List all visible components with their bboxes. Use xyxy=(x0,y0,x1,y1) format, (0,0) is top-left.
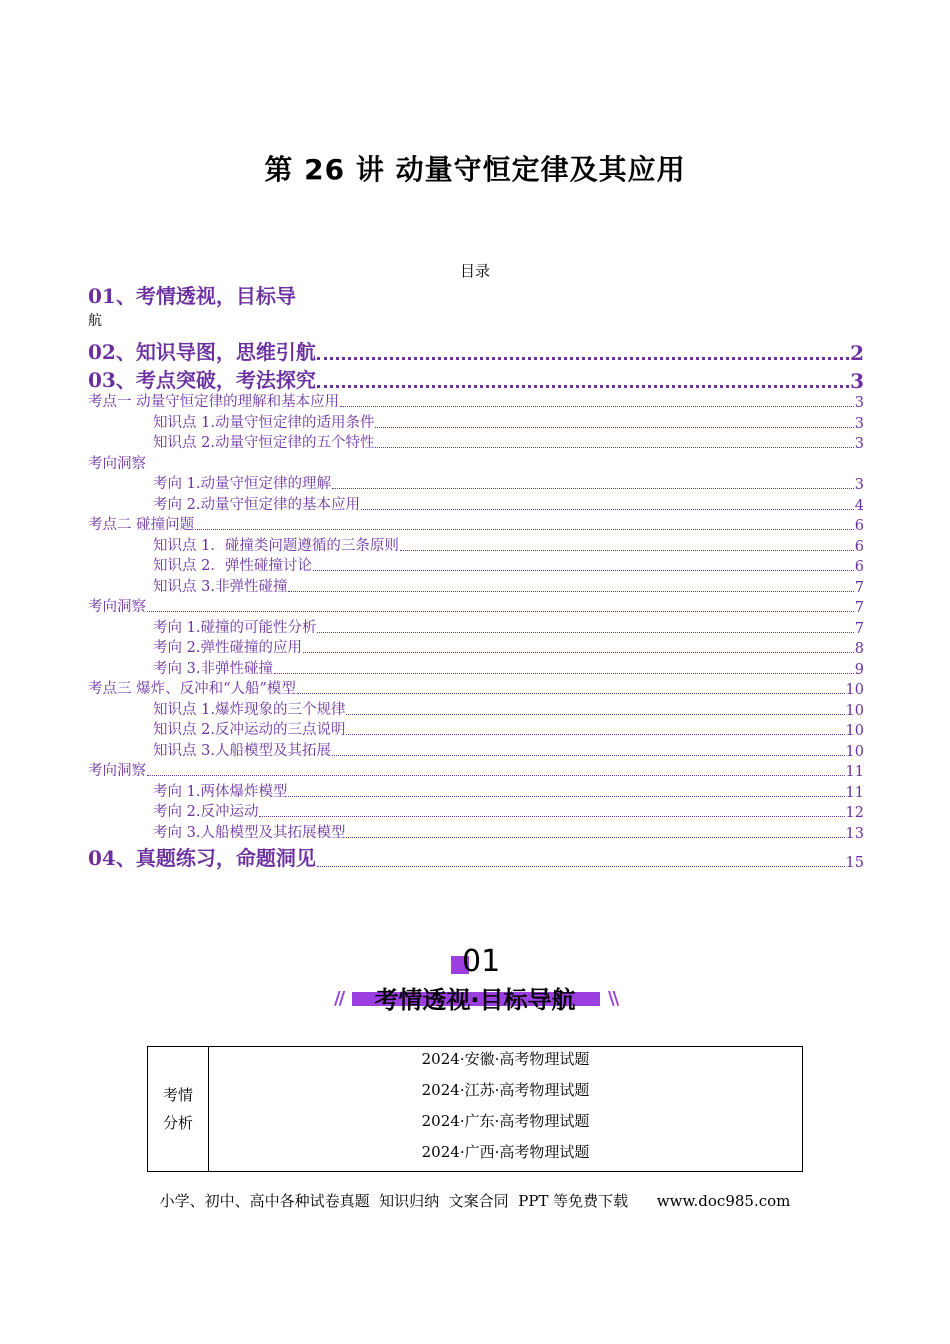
toc-leader-dots xyxy=(317,357,849,360)
toc-entry-label: 知识点 2.反冲运动的三点说明 xyxy=(153,722,346,738)
toc-entry-page: 7 xyxy=(854,620,864,637)
toc-entry-label: 考向洞察 xyxy=(88,599,146,615)
toc-entry-label: 02、知识导图，思维引航 xyxy=(88,340,316,364)
toc-entry-page: 6 xyxy=(854,559,864,575)
exam-analysis-table xyxy=(147,1046,803,1172)
toc-entry-label: 考向 3.人船模型及其拓展模型 xyxy=(153,824,346,841)
toc-entry[interactable] xyxy=(88,677,864,698)
section-banner xyxy=(330,940,620,1015)
list-item: 2024·广西·高考物理试题 xyxy=(421,1143,590,1161)
toc-entry-page: 13 xyxy=(845,825,864,842)
toc-leader-dots xyxy=(317,866,845,867)
toc-entry-label: 知识点 2.动量守恒定律的五个特性 xyxy=(153,435,375,451)
toc-entry[interactable] xyxy=(88,595,864,616)
toc-entry[interactable] xyxy=(88,280,864,309)
toc-leader-dots xyxy=(259,816,844,817)
page-footer: 小学、初中、高中各种试卷真题 知识归纳 文案合同 PPT 等免费下载 www.doc985.com xyxy=(159,1192,791,1210)
toc-entry-label: 考点二 碰撞问题 xyxy=(88,517,195,533)
toc-entry-page: 10 xyxy=(845,682,864,698)
toc-entry[interactable] xyxy=(88,575,864,596)
toc-entry-page: 11 xyxy=(845,784,864,801)
toc-entry-page: 2 xyxy=(850,341,864,365)
toc-entry[interactable] xyxy=(88,759,864,780)
toc-entry-page: 3 xyxy=(850,369,864,393)
toc-entry-page: 9 xyxy=(854,661,864,678)
toc-leader-dots xyxy=(361,509,854,510)
toc-leader-dots xyxy=(400,550,854,551)
toc-entry[interactable] xyxy=(88,616,864,637)
toc-entry[interactable] xyxy=(88,821,864,842)
toc-entry[interactable] xyxy=(88,554,864,575)
toc-entry-page: 10 xyxy=(845,702,864,719)
toc-leader-dots xyxy=(346,837,844,838)
toc-entry[interactable] xyxy=(88,431,864,452)
toc-entry-page: 3 xyxy=(854,436,864,452)
toc-leader-dots xyxy=(297,693,845,694)
toc-entry-label: 考向洞察 xyxy=(88,763,146,779)
toc-entry-page: 10 xyxy=(845,723,864,739)
toc-entry[interactable] xyxy=(88,842,864,871)
toc-entry[interactable] xyxy=(88,472,864,493)
toc-entry-label: 考向 1.碰撞的可能性分析 xyxy=(153,619,317,636)
list-item: 2024·江苏·高考物理试题 xyxy=(421,1081,590,1099)
toc-entry-label: 考向 2.动量守恒定律的基本应用 xyxy=(153,496,360,513)
toc-leader-dots xyxy=(346,714,844,715)
banner-slash-right-icon: \\ xyxy=(608,988,618,1009)
list-item: 2024·广东·高考物理试题 xyxy=(421,1112,590,1130)
toc-leader-dots xyxy=(288,796,844,797)
banner-number: 01 xyxy=(462,944,501,979)
table-row-label xyxy=(148,1047,209,1172)
toc-entry-label: 考向洞察 xyxy=(88,455,146,472)
toc-entry-label: 01、考情透视，目标导 xyxy=(88,284,296,308)
page-title: 第 26 讲 动量守恒定律及其应用 xyxy=(264,153,686,186)
toc-entry-label: 知识点 3.人船模型及其拓展 xyxy=(153,742,331,759)
banner-slash-left-icon: // xyxy=(334,988,344,1009)
toc-entry-page: 10 xyxy=(845,743,864,760)
toc-entry-page: 6 xyxy=(854,518,864,534)
toc-entry[interactable] xyxy=(88,780,864,801)
toc-entry[interactable] xyxy=(88,698,864,719)
toc-leader-dots xyxy=(375,427,853,428)
row-label-line: 考情 xyxy=(162,1086,193,1104)
toc-entry[interactable] xyxy=(88,513,864,534)
toc-leader-dots xyxy=(340,406,854,407)
toc-entry-label: 知识点 2．弹性碰撞讨论 xyxy=(153,558,312,574)
toc-entry-page: 6 xyxy=(854,538,864,555)
toc-entry[interactable] xyxy=(88,739,864,760)
toc-entry-page: 3 xyxy=(854,477,864,493)
toc-entry-label: 考向 1.动量守恒定律的理解 xyxy=(153,476,331,492)
toc-entry-page: 12 xyxy=(845,805,864,821)
toc-leader-dots xyxy=(332,488,854,489)
toc-heading: 目录 xyxy=(459,262,490,280)
toc-leader-dots xyxy=(288,591,853,592)
row-label-line: 分析 xyxy=(162,1114,193,1132)
toc-leader-dots xyxy=(317,385,849,388)
toc-entry-continuation: 航 xyxy=(88,313,102,329)
toc-leader-dots xyxy=(303,652,854,653)
toc-entry-label: 知识点 1.爆炸现象的三个规律 xyxy=(153,701,346,718)
toc-leader-dots xyxy=(195,529,854,530)
toc-leader-dots xyxy=(313,570,854,571)
toc-entry[interactable] xyxy=(88,718,864,739)
toc-entry-label: 考向 3.非弹性碰撞 xyxy=(153,660,273,677)
toc-entry-page: 3 xyxy=(854,415,864,432)
toc-leader-dots xyxy=(346,734,844,735)
toc-leader-dots xyxy=(375,447,853,448)
toc-entry-page: 3 xyxy=(854,395,864,411)
banner-title: 考情透视·目标导航 xyxy=(374,986,576,1014)
toc-entry[interactable] xyxy=(88,452,864,473)
toc-entry-page: 7 xyxy=(854,600,864,616)
list-item: 2024·安徽·高考物理试题 xyxy=(421,1050,590,1068)
exam-list xyxy=(209,1047,803,1172)
toc-entry[interactable] xyxy=(88,657,864,678)
toc-entry-label: 考点一 动量守恒定律的理解和基本应用 xyxy=(88,394,340,410)
toc-leader-dots xyxy=(274,673,854,674)
toc-entry-label: 考点三 爆炸、反冲和“人船”模型 xyxy=(88,681,296,697)
toc-entry-label: 知识点 1.动量守恒定律的适用条件 xyxy=(153,414,375,431)
toc-entry-page: 11 xyxy=(845,764,864,780)
toc-entry[interactable] xyxy=(88,411,864,432)
toc-entry-label: 知识点 3.非弹性碰撞 xyxy=(153,578,288,595)
toc-leader-dots xyxy=(317,632,853,633)
toc-entry[interactable] xyxy=(88,336,864,365)
toc-entry-page: 8 xyxy=(854,641,864,657)
toc-entry[interactable] xyxy=(88,800,864,821)
toc-entry-page: 7 xyxy=(854,579,864,596)
toc-entry-page: 4 xyxy=(854,497,864,514)
toc-entry-label: 04、真题练习，命题洞见 xyxy=(88,846,316,870)
toc-entry[interactable] xyxy=(88,534,864,555)
toc-leader-dots xyxy=(147,611,854,612)
toc-entry[interactable] xyxy=(88,364,864,393)
toc-entry-label: 考向 2.反冲运动 xyxy=(153,804,259,820)
toc-entry-page: 15 xyxy=(845,855,864,871)
toc-entry-label: 03、考点突破，考法探究 xyxy=(88,368,316,392)
toc-entry[interactable] xyxy=(88,636,864,657)
toc-entry-label: 考向 1.两体爆炸模型 xyxy=(153,783,288,800)
toc-entry[interactable] xyxy=(88,493,864,514)
toc-leader-dots xyxy=(147,775,845,776)
toc-entry[interactable] xyxy=(88,390,864,411)
toc-entry-label: 考向 2.弹性碰撞的应用 xyxy=(153,640,302,656)
toc-leader-dots xyxy=(332,755,845,756)
toc-entry-label: 知识点 1．碰撞类问题遵循的三条原则 xyxy=(153,537,399,554)
